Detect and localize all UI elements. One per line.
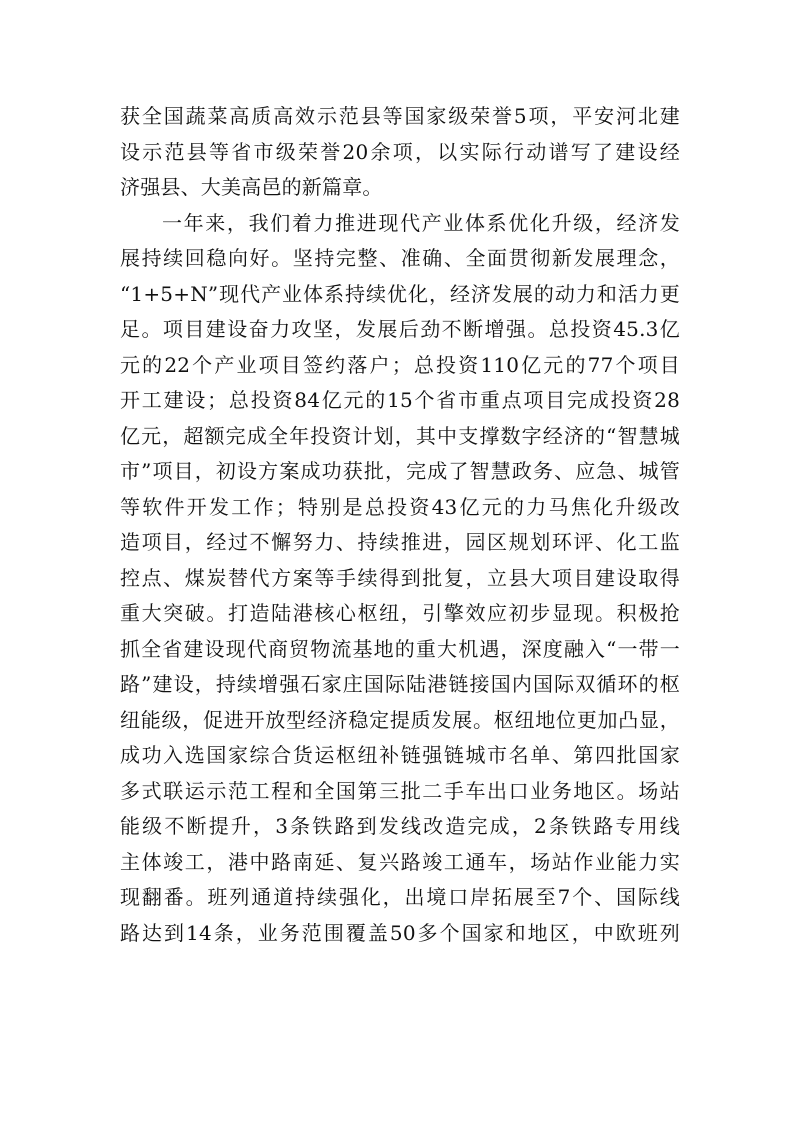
text-line: 现翻番。班列通道持续强化，出境口岸拓展至7个、国际线 <box>120 885 680 909</box>
text-line: 济强县、大美高邑的新篇章。 <box>120 175 383 199</box>
text-line: 控点、煤炭替代方案等手续得到批复，立县大项目建设取得 <box>120 565 680 590</box>
text-line: 主体竣工，港中路南延、复兴路竣工通车，场站作业能力实 <box>120 849 680 874</box>
text-line: 抓全省建设现代商贸物流基地的重大机遇，深度融入“一带一 <box>120 636 680 661</box>
text-line: 元的22个产业项目签约落户；总投资110亿元的77个项目 <box>120 352 680 377</box>
text-line: 能级不断提升，3条铁路到发线改造完成，2条铁路专用线 <box>120 814 680 838</box>
text-line: 纽能级，促进开放型经济稳定提质发展。枢纽地位更加凸显， <box>120 707 680 732</box>
text-line: 多式联运示范工程和全国第三批二手车出口业务地区。场站 <box>120 778 680 803</box>
text-line: 足。项目建设奋力攻坚，发展后劲不断增强。总投资45.3亿 <box>120 317 680 341</box>
text-line: 路”建设，持续增强石家庄国际陆港链接国内国际双循环的枢 <box>120 672 680 696</box>
paragraph-first-line: 一年来，我们着力推进现代产业体系优化升级，经济发 <box>162 210 680 235</box>
text-line: 重大突破。打造陆港核心枢纽，引擎效应初步显现。积极抢 <box>120 601 680 625</box>
text-line: 等软件开发工作；特别是总投资43亿元的力马焦化升级改 <box>120 494 680 519</box>
body-text <box>120 99 680 951</box>
text-line: 获全国蔬菜高质高效示范县等国家级荣誉5项，平安河北建 <box>120 104 680 128</box>
text-line: 设示范县等省市级荣誉20余项，以实际行动谱写了建设经 <box>120 139 680 164</box>
text-line: 开工建设；总投资84亿元的15个省市重点项目完成投资28 <box>120 388 680 412</box>
text-line: 展持续回稳向好。坚持完整、准确、全面贯彻新发展理念， <box>120 246 680 270</box>
text-line: 亿元，超额完成全年投资计划，其中支撑数字经济的“智慧城 <box>120 423 680 448</box>
text-line: 路达到14条，业务范围覆盖50多个国家和地区，中欧班列 <box>120 920 680 945</box>
text-line: 造项目，经过不懈努力、持续推进，园区规划环评、化工监 <box>120 530 680 554</box>
text-line: 成功入选国家综合货运枢纽补链强链城市名单、第四批国家 <box>120 743 680 767</box>
text-line: “1+5+N”现代产业体系持续优化，经济发展的动力和活力更 <box>120 281 680 306</box>
text-line: 市”项目，初设方案成功获批，完成了智慧政务、应急、城管 <box>120 459 680 483</box>
